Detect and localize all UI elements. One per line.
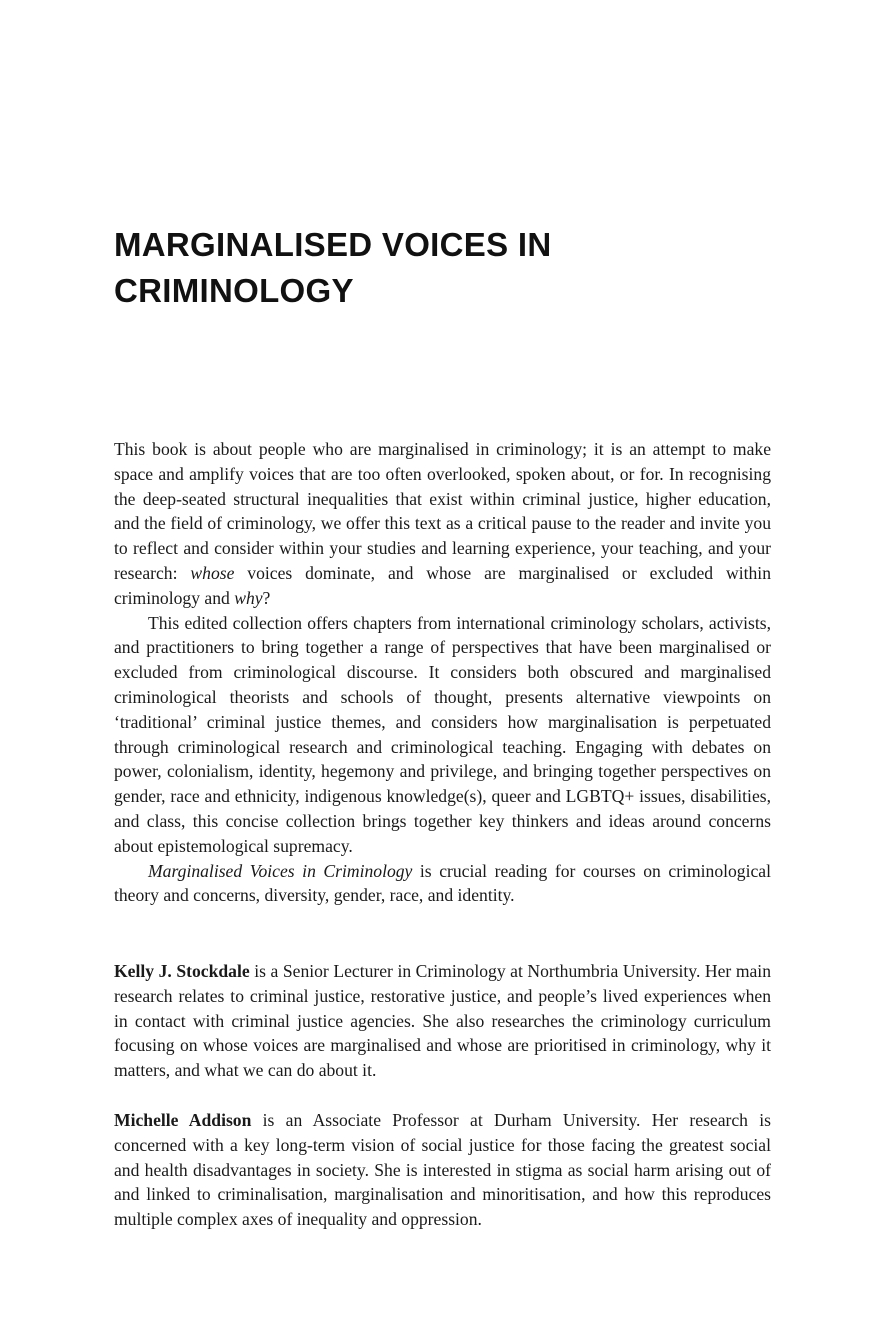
page-title xyxy=(114,222,774,314)
author-name: Michelle Addison xyxy=(114,1110,252,1130)
author-bio-stockdale xyxy=(114,959,771,1083)
description-paragraph-1: This book is about people who are marginalised in criminology; it is an attempt to make space and amplify voices that are too often overlooked, spoken about, or for. In recognising the deep-seated structural inequalities that exist within criminal justice, higher education, and the field of criminology, we offer this text as a critical pause to the reader and invite you to reflect and consider within your studies and learning experience, your teaching, and your research: whose voices dominate, and whose are marginalised or excluded within criminology and why? xyxy=(114,439,771,608)
title-line-2: CRIMINOLOGY xyxy=(114,272,354,309)
emphasis-whose: whose xyxy=(190,562,235,583)
title-line-1: MARGINALISED VOICES IN xyxy=(114,226,552,263)
author-bio-text: is a Senior Lecturer in Criminology at Northumbria University. Her main research relates to criminal justice, restorative justice, and people’s lived experiences when in contact with criminal justice agencies. She also researches the criminology curriculum focusing on whose voices are marginalised and whose are prioritised in criminology, why it matters, and what we can do about it. xyxy=(114,961,771,1081)
description-paragraph-2: This edited collection offers chapters from international criminology scholars, activists, and practitioners to bring together a range of perspectives that have been marginalised or excluded from criminological discourse. It considers both obscured and marginalised criminological theorists and schools of thought, presents alternative viewpoints on ‘traditional’ criminal justice themes, and considers how marginalisation is perpetuated through criminological research and criminological teaching. Engaging with debates on power, colonialism, identity, hegemony and privilege, and bringing together perspectives on gender, race and ethnicity, indigenous knowledge(s), queer and LGBTQ+ issues, disabilities, and class, this concise collection brings together key thinkers and ideas around concerns about epistemological supremacy. xyxy=(114,612,771,856)
book-title-italic: Marginalised Voices in Criminology xyxy=(148,860,413,881)
author-bio-addison xyxy=(114,1108,771,1232)
author-name: Kelly J. Stockdale xyxy=(114,961,250,981)
author-bio-text: is an Associate Professor at Durham University. Her research is concerned with a key long-term vision of social justice for those facing the greatest social and health disadvantages in society. She is interested in stigma as social harm arising out of and linked to criminalisation, marginalisation and minoritisation, and how this reproduces multiple complex axes of inequality and oppression. xyxy=(114,1110,771,1230)
description-paragraph-3: Marginalised Voices in Criminology is crucial reading for courses on criminological theory and concerns, diversity, gender, race, and identity. xyxy=(114,860,772,906)
book-description xyxy=(114,437,771,908)
emphasis-why: why xyxy=(234,587,263,608)
